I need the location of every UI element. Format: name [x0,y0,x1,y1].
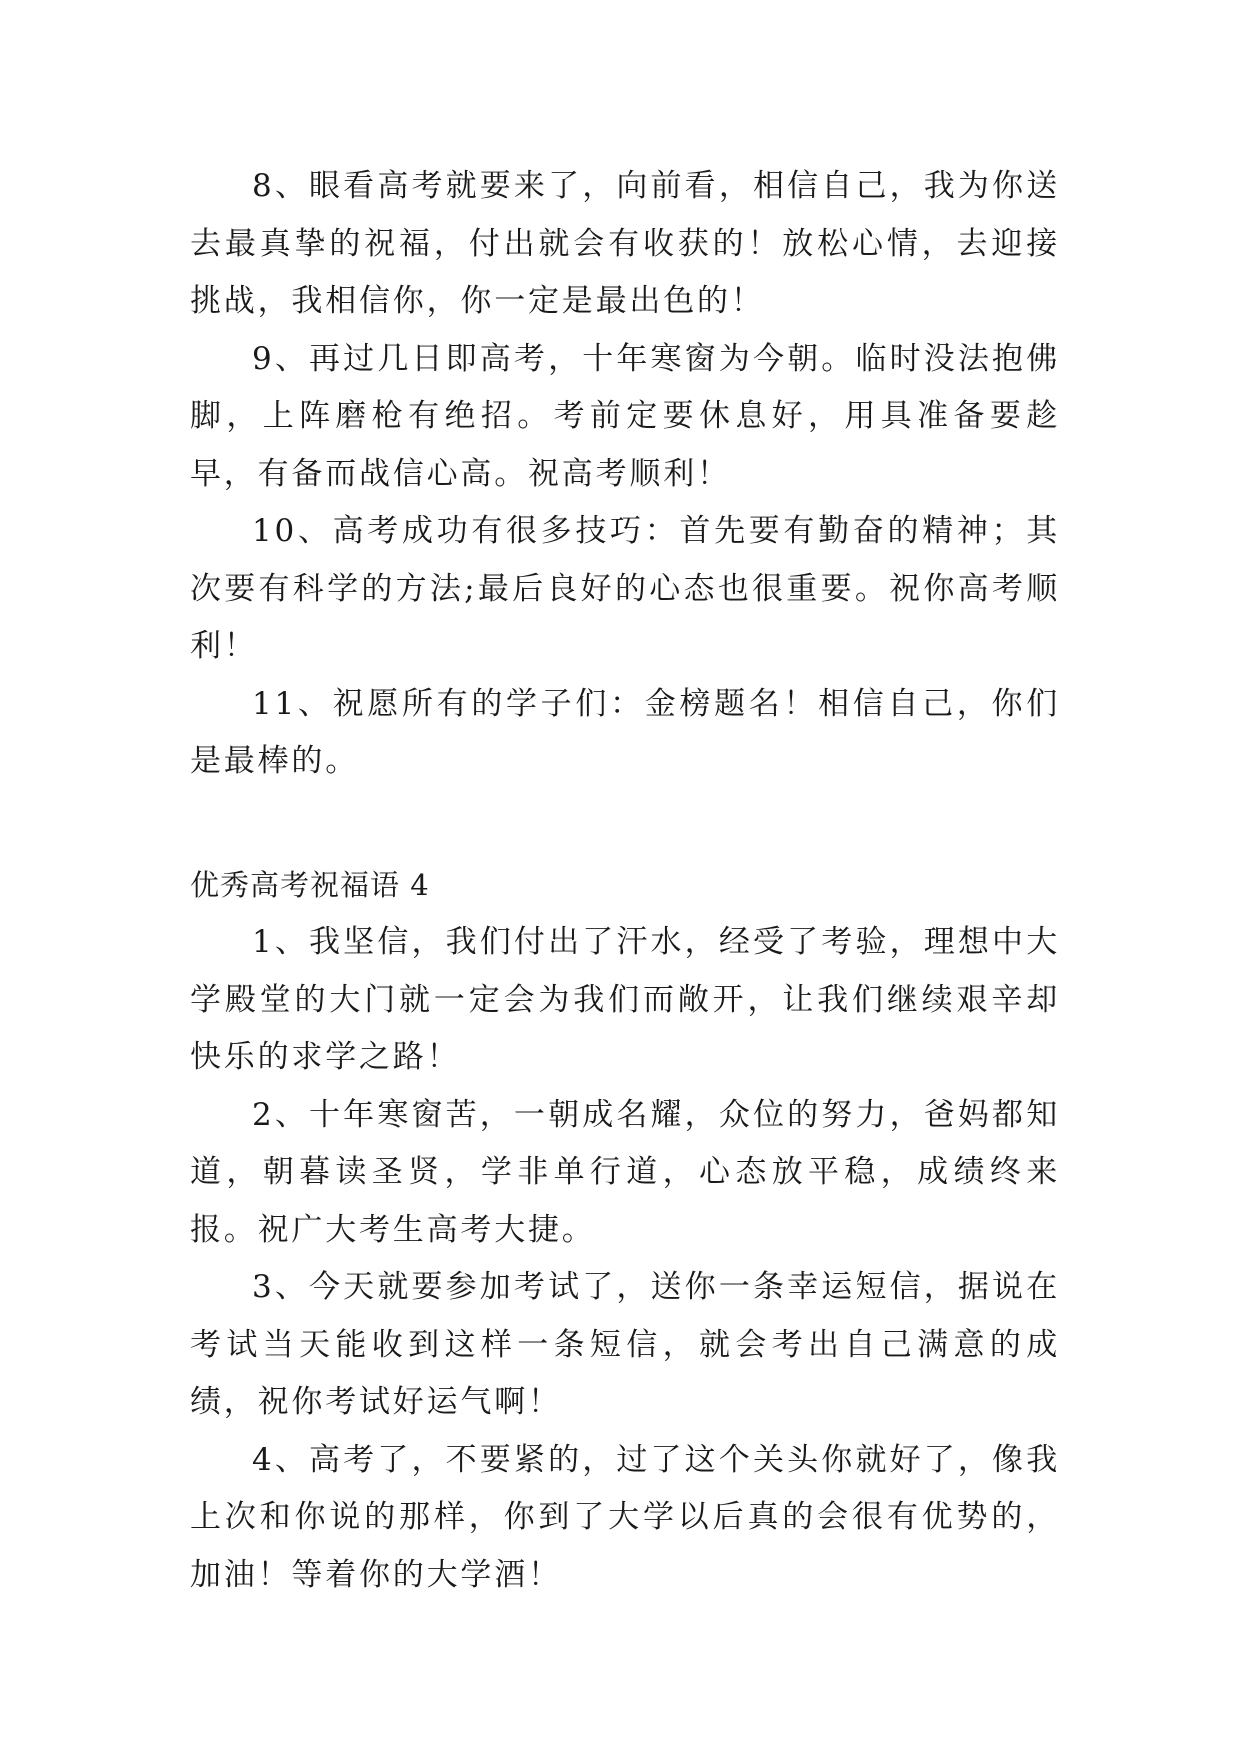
wish-paragraph-10: 10、高考成功有很多技巧：首先要有勤奋的精神；其次要有科学的方法;最后良好的心态也很重要。祝你高考顺利！ [190,513,1060,664]
wish-paragraph-4: 4、高考了，不要紧的，过了这个关头你就好了，像我上次和你说的那样，你到了大学以后真的会很有优势的，加油！等着你的大学酒！ [190,1441,1060,1593]
section-heading: 优秀高考祝福语 4 [190,867,430,902]
document-body [190,158,1060,1604]
wish-paragraph-11: 11、祝愿所有的学子们：金榜题名！相信自己，你们是最棒的。 [190,685,1060,779]
wish-paragraph-3: 3、今天就要参加考试了，送你一条幸运短信，据说在考试当天能收到这样一条短信，就会考出自己满意的成绩，祝你考试好运气啊！ [190,1269,1060,1420]
wish-paragraph-9: 9、再过几日即高考，十年寒窗为今朝。临时没法抱佛脚，上阵磨枪有绝招。考前定要休息好，用具准备要趁早，有备而战信心高。祝高考顺利！ [190,340,1060,492]
wish-paragraph-1: 1、我坚信，我们付出了汗水，经受了考验，理想中大学殿堂的大门就一定会为我们而敞开，让我们继续艰辛却快乐的求学之路！ [190,924,1060,1075]
wish-paragraph-2: 2、十年寒窗苦，一朝成名耀，众位的努力，爸妈都知道，朝暮读圣贤，学非单行道，心态放平稳，成绩终来报。祝广大考生高考大捷。 [190,1096,1060,1248]
wish-paragraph-8: 8、眼看高考就要来了，向前看，相信自己，我为你送去最真挚的祝福，付出就会有收获的！放松心情，去迎接挑战，我相信你，你一定是最出色的！ [190,168,1060,319]
